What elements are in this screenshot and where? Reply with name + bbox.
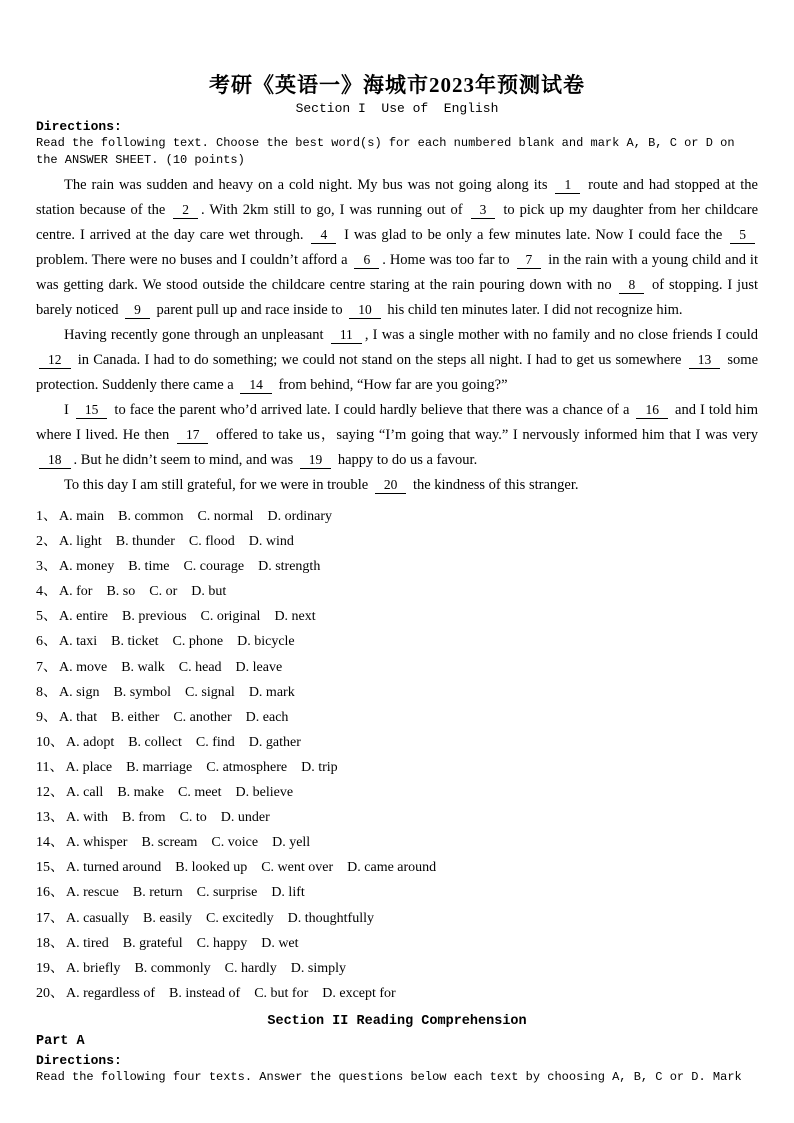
question-10 [36, 730, 758, 755]
question-19-option-A: A. briefly [66, 960, 121, 976]
section1-heading: Section I Use of English [295, 101, 499, 116]
question-9-option-A: A. that [59, 709, 98, 725]
cloze-blank-15: 15 [76, 401, 108, 419]
question-11-option-D: D. trip [301, 759, 338, 775]
question-10-option-A: A. adopt [66, 734, 115, 750]
cloze-blank-4: 4 [311, 226, 336, 244]
question-15-option-A: A. turned around [66, 860, 162, 876]
question-17 [36, 906, 758, 931]
section1-directions-label: Directions: [36, 119, 122, 134]
question-10-number: 10、 [36, 734, 64, 750]
question-7-option-C: C. head [178, 659, 222, 675]
question-3-number: 3、 [36, 559, 57, 575]
question-17-option-A: A. casually [66, 910, 129, 926]
question-4-option-D: D. but [191, 584, 227, 600]
cloze-blank-2: 2 [173, 201, 198, 219]
question-15-option-D: D. came around [347, 860, 437, 876]
question-11-number: 11、 [36, 759, 64, 775]
question-12-number: 12、 [36, 785, 64, 801]
question-5-number: 5、 [36, 609, 57, 625]
question-20-option-C: C. but for [254, 985, 309, 1001]
cloze-blank-9: 9 [125, 301, 150, 319]
question-7-number: 7、 [36, 659, 57, 675]
question-20 [36, 981, 758, 1006]
question-10-option-C: C. find [195, 734, 235, 750]
cloze-blank-13: 13 [689, 351, 721, 369]
passage-paragraph-4: To this day I am still grateful, for we were in trouble 20 the kindness of this stranger. [64, 477, 579, 493]
question-18-option-A: A. tired [66, 935, 109, 951]
question-4-option-A: A. for [59, 584, 93, 600]
section2-directions-label: Directions: [36, 1052, 122, 1068]
question-11 [36, 755, 758, 780]
question-3-option-B: B. time [128, 559, 170, 575]
cloze-blank-10: 10 [349, 301, 381, 319]
question-4 [36, 579, 758, 604]
question-18-option-B: B. grateful [122, 935, 183, 951]
question-11-option-C: C. atmosphere [206, 759, 288, 775]
question-10-option-D: D. gather [248, 734, 301, 750]
question-15 [36, 855, 758, 880]
question-16-option-C: C. surprise [196, 885, 258, 901]
question-2-option-D: D. wind [248, 534, 294, 550]
question-6-number: 6、 [36, 634, 57, 650]
question-16 [36, 880, 758, 905]
cloze-blank-7: 7 [517, 251, 542, 269]
question-13-option-B: B. from [122, 810, 166, 826]
exam-title: 考研《英语一》海城市2023年预测试卷 [209, 73, 585, 97]
question-2-number: 2、 [36, 534, 57, 550]
section2-heading: Section II Reading Comprehension [267, 1013, 527, 1029]
question-13-option-D: D. under [220, 810, 270, 826]
question-19-option-C: C. hardly [224, 960, 277, 976]
question-11-option-A: A. place [65, 759, 113, 775]
question-14-option-B: B. scream [141, 835, 198, 851]
question-14 [36, 830, 758, 855]
question-20-option-B: B. instead of [169, 985, 241, 1001]
question-20-option-A: A. regardless of [66, 985, 156, 1001]
question-8-option-C: C. signal [185, 684, 235, 700]
section1-directions-text: Read the following text. Choose the best word(s) for each numbered blank and mark A, B, C or D on the ANSWER SHEET. (10 points) [36, 136, 735, 167]
question-17-option-D: D. thoughtfully [287, 910, 374, 926]
question-3-option-A: A. money [59, 559, 115, 575]
question-11-option-B: B. marriage [126, 759, 193, 775]
question-14-option-D: D. yell [272, 835, 311, 851]
question-12-option-B: B. make [117, 785, 164, 801]
question-5 [36, 604, 758, 629]
question-18 [36, 931, 758, 956]
question-12-option-D: D. believe [235, 785, 294, 801]
question-1-option-D: D. ordinary [267, 509, 332, 524]
question-6-option-D: D. bicycle [237, 634, 295, 650]
question-18-option-D: D. wet [261, 935, 299, 951]
question-1-number: 1、 [36, 509, 57, 524]
question-4-option-C: C. or [149, 584, 178, 600]
question-13-option-C: C. to [179, 810, 207, 826]
question-2-option-A: A. light [59, 534, 102, 550]
question-8-number: 8、 [36, 684, 57, 700]
question-7-option-A: A. move [59, 659, 108, 675]
question-17-number: 17、 [36, 910, 64, 926]
question-10-option-B: B. collect [128, 734, 182, 750]
cloze-blank-18: 18 [39, 451, 71, 469]
question-3-option-D: D. strength [258, 559, 321, 575]
question-2 [36, 529, 758, 554]
cloze-question-list [36, 504, 758, 1006]
passage-paragraph-1: The rain was sudden and heavy on a cold night. My bus was not going along its 1 route and had stopped at the station because of the 2 . With 2km still to go, I was running out of 3 to pick up my daughter from her childcare centre. I arrived at the day care wet through. 4 I was glad to be only a few minutes late. Now I could face the 5 problem. There were no buses and I couldn’t afford a 6 . Home was too far to 7 in the rain with a young child and it was getting dark. We stood outside the childcare centre staring at the rain pouring down with no 8 of stopping. I just barely noticed 9 parent pull up and race inside to 10 his child ten minutes later. I did not recognize him. [36, 177, 758, 318]
question-1-option-B: B. common [118, 509, 184, 524]
question-18-number: 18、 [36, 935, 64, 951]
question-7-option-D: D. leave [235, 659, 283, 675]
passage-paragraph-2: Having recently gone through an unpleasant 11 , I was a single mother with no family and no close friends I could 12 in Canada. I had to do something; we could not stand on the steps all night. I had to get us somewhere 13 some protection. Suddenly there came a 14 from behind, “How far are you going?” [36, 327, 759, 393]
question-19-number: 19、 [36, 960, 64, 976]
question-16-option-A: A. rescue [66, 885, 119, 901]
question-4-option-B: B. so [106, 584, 136, 600]
question-16-option-B: B. return [132, 885, 183, 901]
question-15-number: 15、 [36, 860, 64, 876]
question-17-option-C: C. excitedly [205, 910, 274, 926]
question-2-option-B: B. thunder [115, 534, 175, 550]
cloze-blank-19: 19 [300, 451, 332, 469]
question-9-option-C: C. another [173, 709, 232, 725]
question-9-option-B: B. either [111, 709, 160, 725]
question-13 [36, 805, 758, 830]
question-5-option-C: C. original [200, 609, 261, 625]
question-7-option-B: B. walk [121, 659, 165, 675]
question-6-option-A: A. taxi [59, 634, 98, 650]
question-6 [36, 629, 758, 654]
cloze-blank-8: 8 [619, 276, 644, 294]
cloze-blank-11: 11 [331, 326, 362, 344]
cloze-blank-1: 1 [555, 176, 580, 194]
passage-paragraph-3: I 15 to face the parent who’d arrived late. I could hardly believe that there was a chance of a 16 and I told him where I lived. He then 17 offered to take us，saying “I’m going that way.” I nervously informed him that I was very 18 . But he didn’t seem to mind, and was 19 happy to do us a favour. [36, 402, 758, 468]
question-3 [36, 554, 758, 579]
question-13-number: 13、 [36, 810, 64, 826]
question-16-option-D: D. lift [271, 885, 305, 901]
cloze-blank-12: 12 [39, 351, 71, 369]
question-20-number: 20、 [36, 985, 64, 1001]
question-19-option-D: D. simply [290, 960, 347, 976]
question-18-option-C: C. happy [196, 935, 248, 951]
question-1-option-C: C. normal [197, 509, 254, 524]
cloze-blank-16: 16 [636, 401, 668, 419]
question-12 [36, 780, 758, 805]
question-6-option-B: B. ticket [111, 634, 159, 650]
question-9-option-D: D. each [245, 709, 289, 725]
cloze-blank-17: 17 [177, 426, 209, 444]
question-12-option-A: A. call [66, 785, 104, 801]
question-5-option-B: B. previous [121, 609, 187, 625]
question-5-option-A: A. entire [59, 609, 108, 625]
question-9-number: 9、 [36, 709, 57, 725]
question-8-option-B: B. symbol [113, 684, 172, 700]
question-8-option-D: D. mark [248, 684, 295, 700]
question-15-option-C: C. went over [261, 860, 334, 876]
question-2-option-C: C. flood [188, 534, 235, 550]
cloze-blank-20: 20 [375, 476, 407, 494]
question-14-option-C: C. voice [211, 835, 259, 851]
question-19-option-B: B. commonly [134, 960, 211, 976]
question-14-option-A: A. whisper [66, 835, 128, 851]
question-8-option-A: A. sign [59, 684, 100, 700]
question-1-option-A: A. main [59, 509, 105, 524]
part-a-label: Part A [36, 1033, 85, 1049]
question-9 [36, 705, 758, 730]
question-6-option-C: C. phone [172, 634, 224, 650]
question-14-number: 14、 [36, 835, 64, 851]
question-16-number: 16、 [36, 885, 64, 901]
question-13-option-A: A. with [66, 810, 108, 826]
question-8 [36, 680, 758, 705]
question-3-option-C: C. courage [183, 559, 245, 575]
question-17-option-B: B. easily [142, 910, 192, 926]
cloze-passage [36, 173, 758, 498]
section2-directions-text: Read the following four texts. Answer the questions below each text by choosing A, B, C or D. Mark [36, 1069, 742, 1084]
cloze-blank-3: 3 [471, 201, 496, 219]
question-5-option-D: D. next [274, 609, 316, 625]
cloze-blank-6: 6 [354, 251, 379, 269]
cloze-blank-5: 5 [730, 226, 755, 244]
question-4-number: 4、 [36, 584, 57, 600]
cloze-blank-14: 14 [240, 376, 272, 394]
question-15-option-B: B. looked up [175, 860, 248, 876]
question-19 [36, 956, 758, 981]
question-20-option-D: D. except for [322, 985, 396, 1001]
question-1 [36, 504, 758, 529]
question-7 [36, 655, 758, 680]
question-12-option-C: C. meet [177, 785, 222, 801]
